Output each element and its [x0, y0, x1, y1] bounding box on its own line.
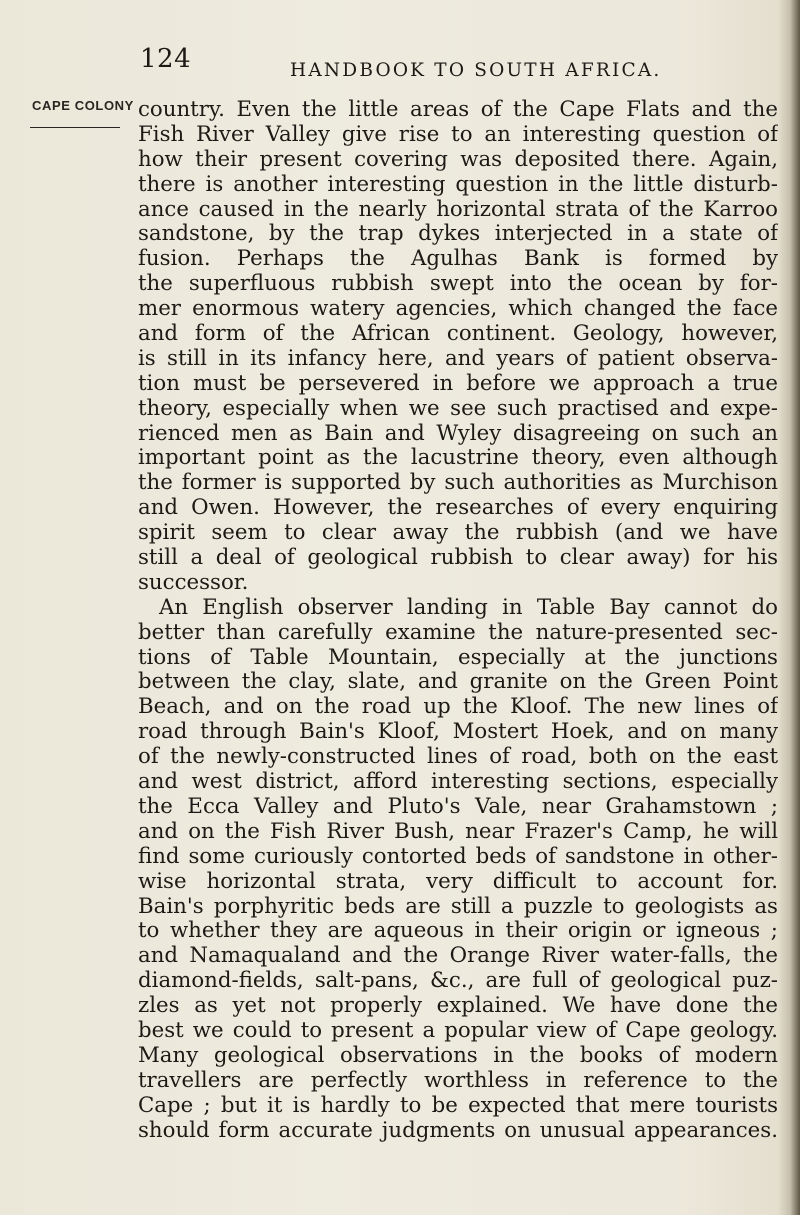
text-line: to whether they are aqueous in their origin or igneous ;	[138, 919, 778, 944]
text-line: tions of Table Mountain, especially at the junctions	[138, 645, 778, 670]
text-line: how their present covering was deposited there. Again,	[138, 147, 778, 172]
running-head: HANDBOOK TO SOUTH AFRICA.	[290, 60, 662, 81]
text-line: still a deal of geological rubbish to clear away) for his	[138, 546, 778, 571]
text-line: and form of the African continent. Geology, however,	[138, 322, 778, 347]
text-line: the superfluous rubbish swept into the ocean by for-	[138, 272, 778, 297]
text-line: Bain's porphyritic beds are still a puzzle to geologists as	[138, 894, 778, 919]
text-line: country. Even the little areas of the Cape Flats and the	[138, 98, 778, 122]
text-line: and on the Fish River Bush, near Frazer's Camp, he will	[138, 819, 778, 844]
text-line: best we could to present a popular view of Cape geology.	[138, 1018, 778, 1043]
text-line: mer enormous watery agencies, which changed the face	[138, 297, 778, 322]
paragraph-end-line: successor.	[138, 570, 249, 595]
text-line: theory, especially when we see such practised and expe-	[138, 396, 778, 421]
text-line: the former is supported by such authorities as Murchison	[138, 471, 778, 496]
text-line: wise horizontal strata, very difficult to account for.	[138, 869, 778, 894]
text-line: there is another interesting question in the little disturb-	[138, 172, 778, 197]
text-line: of the newly-constructed lines of road, both on the east	[138, 745, 778, 770]
text-line: Beach, and on the road up the Kloof. The new lines of	[138, 695, 778, 720]
text-line: rienced men as Bain and Wyley disagreeing on such an	[138, 421, 778, 446]
text-line: diamond-fields, salt-pans, &c., are full of geological puz-	[138, 969, 778, 994]
page-number: 124	[140, 44, 192, 74]
margin-note-underline	[30, 127, 120, 128]
text-line: Fish River Valley give rise to an interesting question of	[138, 122, 778, 147]
text-line: should form accurate judgments on unusual appearances.	[138, 1118, 778, 1143]
text-line: the Ecca Valley and Pluto's Vale, near Grahamstown ;	[138, 794, 778, 819]
text-line: sandstone, by the trap dykes interjected in a state of	[138, 222, 778, 247]
text-line: and Namaqualand and the Orange River water-falls, the	[138, 944, 778, 969]
text-line: and Owen. However, the researches of every enquiring	[138, 496, 778, 521]
text-line: important point as the lacustrine theory, even although	[138, 446, 778, 471]
text-line: better than carefully examine the nature-presented sec-	[138, 620, 778, 645]
text-line: Many geological observations in the books of modern	[138, 1043, 778, 1068]
text-line: fusion. Perhaps the Agulhas Bank is formed by	[138, 247, 778, 272]
text-line: between the clay, slate, and granite on the Green Point	[138, 670, 778, 695]
text-line: is still in its infancy here, and years of patient observa-	[138, 346, 778, 371]
text-line: ance caused in the nearly horizontal strata of the Karroo	[138, 197, 778, 222]
text-line: and west district, afford interesting sections, especially	[138, 770, 778, 795]
page-edge-shadow	[778, 0, 800, 1215]
body-text	[138, 98, 778, 1143]
text-line: zles as yet not properly explained. We have done the	[138, 994, 778, 1019]
text-line: tion must be persevered in before we approach a true	[138, 371, 778, 396]
text-line: road through Bain's Kloof, Mostert Hoek, and on many	[138, 720, 778, 745]
margin-note: CAPE COLONY	[32, 98, 134, 113]
text-line: travellers are perfectly worthless in reference to the	[138, 1068, 778, 1093]
text-line: spirit seem to clear away the rubbish (and we have	[138, 521, 778, 546]
text-line: Cape ; but it is hardly to be expected that mere tourists	[138, 1093, 778, 1118]
text-line: find some curiously contorted beds of sandstone in other-	[138, 844, 778, 869]
paragraph-start-line: An English observer landing in Table Bay cannot do	[159, 595, 778, 620]
